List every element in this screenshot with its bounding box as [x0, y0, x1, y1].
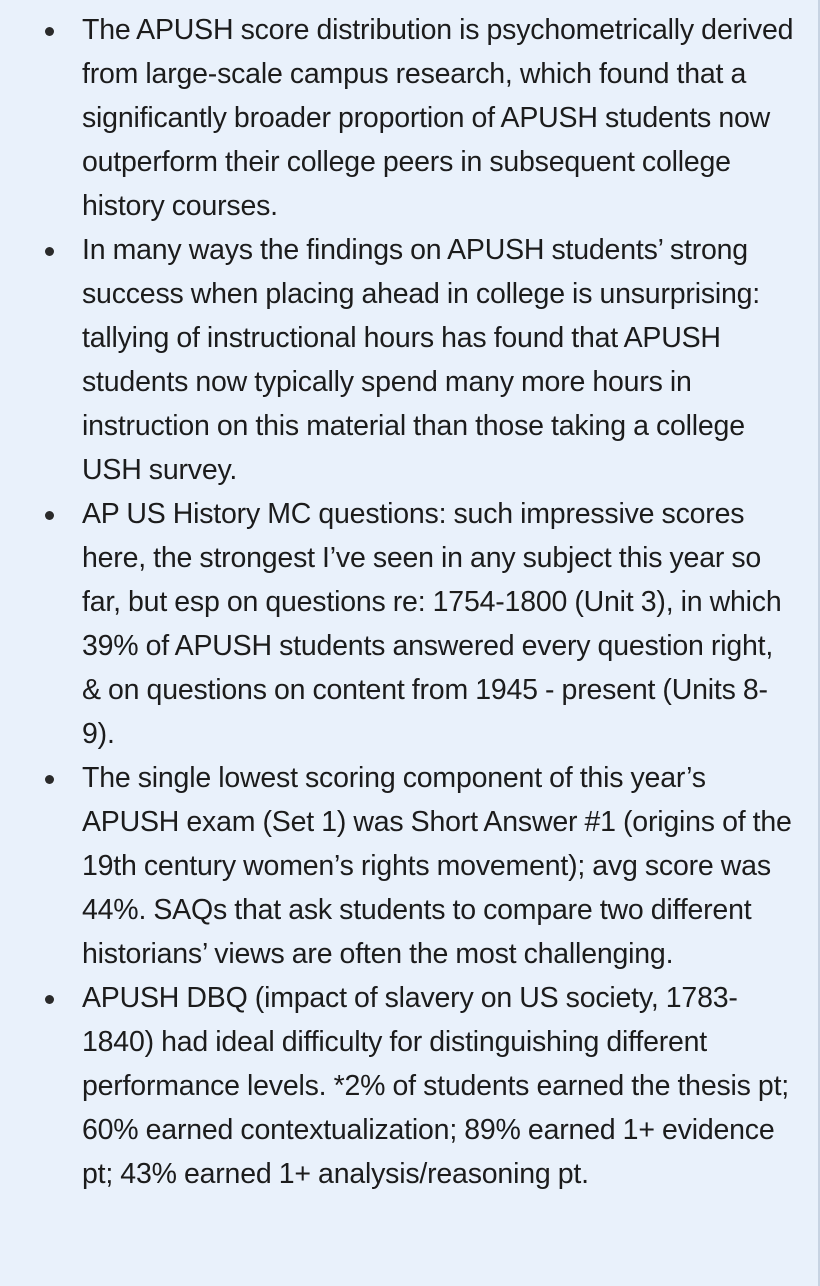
list-item-text: The APUSH score distribution is psychometrically derived from large-scale campus research, which found that a significantly broader proportion of APUSH students now outperform their college peers in subsequent college history courses. — [82, 14, 794, 222]
bullet-dot-icon — [45, 511, 54, 520]
bullet-dot-icon — [45, 995, 54, 1004]
list-item — [82, 976, 798, 1196]
bullet-dot-icon — [45, 775, 54, 784]
list-item-text: AP US History MC questions: such impressive scores here, the strongest I’ve seen in any subject this year so far, but esp on questions re: 1754-1800 (Unit 3), in which 39% of APUSH students answered every question right, & on questions on content from 1945 - present (Units 8-9). — [82, 498, 782, 750]
list-item-text: In many ways the findings on APUSH students’ strong success when placing ahead in college is unsurprising: tallying of instructional hours has found that APUSH students now typically spend many more hours in instruction on this material than those taking a college USH survey. — [82, 234, 761, 486]
list-item — [82, 492, 798, 756]
list-item — [82, 228, 798, 492]
bullet-dot-icon — [45, 27, 54, 36]
list-item-text: APUSH DBQ (impact of slavery on US society, 1783-1840) had ideal difficulty for distinguishing different performance levels. *2% of students earned the thesis pt; 60% earned contextualization; 89% earned 1+ evidence pt; 43% earned 1+ analysis/reasoning pt. — [82, 982, 790, 1190]
bullet-dot-icon — [45, 247, 54, 256]
list-item — [82, 8, 798, 228]
list-item-text: The single lowest scoring component of this year’s APUSH exam (Set 1) was Short Answer #1 (origins of the 19th century women’s rights movement); avg score was 44%. SAQs that ask students to compare two different historians’ views are often the most challenging. — [82, 762, 792, 970]
list-item — [82, 756, 798, 976]
